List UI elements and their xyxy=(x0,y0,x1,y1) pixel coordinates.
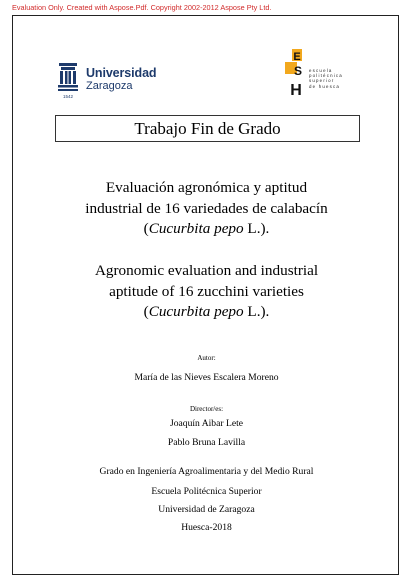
thesis-title-es-line2: industrial de 16 variedades de calabacín xyxy=(85,199,328,217)
school-letter-e: E xyxy=(293,51,301,63)
place-date: Huesca-2018 xyxy=(181,522,232,533)
university-year: 1542 xyxy=(62,94,74,99)
thesis-title-en-line1: Agronomic evaluation and industrial xyxy=(94,262,319,279)
school-word: escuela xyxy=(309,68,333,73)
university-name: Universidad de Zaragoza xyxy=(158,504,255,515)
author-name: María de las Nieves Escalera Moreno xyxy=(134,372,279,383)
director-name: Pablo Bruna Lavilla xyxy=(167,437,246,448)
school-logo xyxy=(283,49,365,99)
scientific-name: Cucurbita pepo xyxy=(148,303,244,320)
directors-label: Director/es: xyxy=(189,405,224,413)
school-name: Escuela Politécnica Superior xyxy=(151,486,262,497)
school-letter-h: H xyxy=(290,82,302,99)
thesis-title-es-line1: Evaluación agronómica y aptitud xyxy=(105,179,308,196)
author-label: Autor: xyxy=(197,354,216,362)
director-name: Joaquín Aibar Lete xyxy=(170,418,243,429)
thesis-title-es-line3: (Cucurbita pepo L.). xyxy=(143,220,270,237)
school-word: superior xyxy=(309,78,335,84)
thesis-title-english xyxy=(30,261,383,323)
school-emblem-icon xyxy=(283,49,311,99)
thesis-title-en-line2: aptitude of 16 zucchini varieties xyxy=(109,282,304,300)
school-word: politécnica xyxy=(309,73,343,79)
school-letter-s: S xyxy=(293,64,303,78)
degree-name: Grado en Ingeniería Agroalimentaria y del Medio Rural xyxy=(99,466,314,477)
university-logo-name: Universidad xyxy=(86,66,157,80)
university-crest-icon xyxy=(57,63,79,99)
thesis-title-spanish xyxy=(30,178,383,240)
document-type-title: Trabajo Fin de Grado xyxy=(55,115,360,142)
school-logo-words xyxy=(309,68,343,89)
thesis-title-en-line3: (Cucurbita pepo L.). xyxy=(143,303,270,320)
scientific-name: Cucurbita pepo xyxy=(148,220,244,237)
university-logo-city: Zaragoza xyxy=(86,80,133,92)
university-logo xyxy=(57,61,167,103)
school-word: de huesca xyxy=(309,83,341,89)
evaluation-watermark: Evaluation Only. Created with Aspose.Pdf. Copyright 2002-2012 Aspose Pty Ltd. xyxy=(12,3,272,12)
